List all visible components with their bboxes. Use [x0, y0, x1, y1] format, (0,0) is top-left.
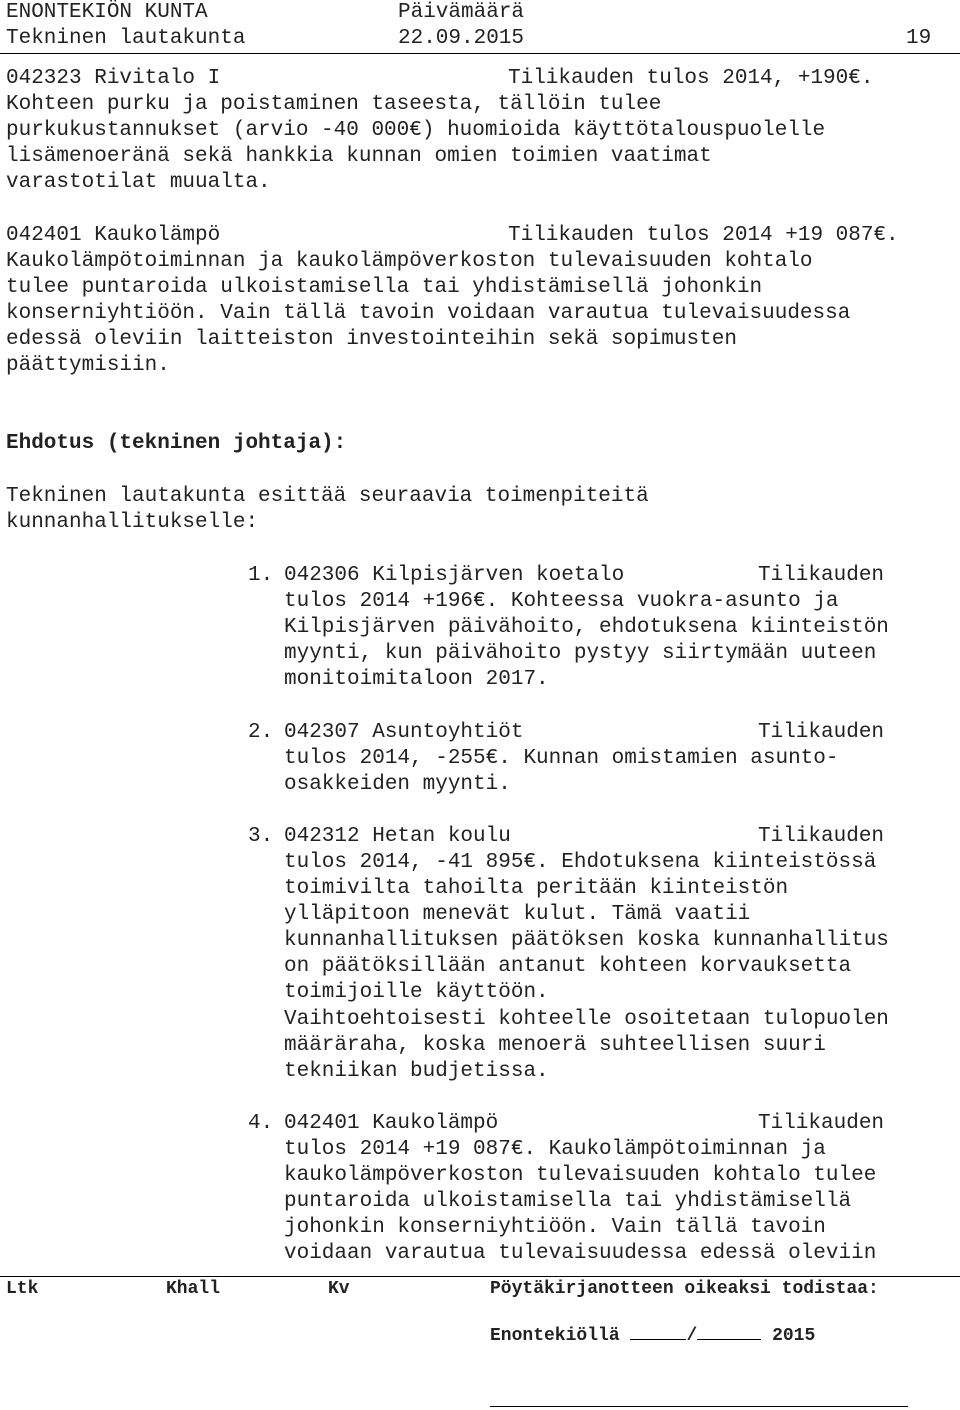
date-label: Päivämäärä [398, 1, 525, 24]
item-code: 042307 Asuntoyhtiöt [284, 721, 524, 744]
section1-text-line: varastotilat muualta. [6, 171, 271, 194]
item-text-line: monitoimitaloon 2017. [284, 668, 549, 691]
item-text-line: kunnanhallituksen päätöksen koska kunnanhallitus [284, 929, 889, 952]
item-text-line: on päätöksillään antanut kohteen korvauksetta [284, 955, 852, 978]
item-text-line: osakkeiden myynti. [284, 773, 511, 796]
item-text-line: ylläpitoon menevät kulut. Tämä vaatii [284, 903, 751, 926]
footer-ltk: Ltk [6, 1279, 39, 1299]
header-divider [0, 53, 960, 54]
item-code: 042401 Kaukolämpö [284, 1112, 499, 1135]
item-number: 3. [248, 825, 274, 848]
section1-text-line: Kohteen purku ja poistaminen taseesta, tällöin tulee [6, 93, 662, 116]
footer-khall: Khall [166, 1279, 221, 1299]
item-text-line: kaukolämpöverkoston tulevaisuuden kohtalo tulee [284, 1164, 877, 1187]
item-text-line: tekniikan budjetissa. [284, 1060, 549, 1083]
footer-year: 2015 [772, 1326, 816, 1346]
item-result-word: Tilikauden [758, 564, 885, 587]
date-slash: / [686, 1326, 698, 1346]
section2-code: 042401 Kaukolämpö [6, 224, 221, 247]
item-text-line: tulos 2014 +19 087€. Kaukolämpötoiminnan ja [284, 1138, 826, 1161]
section1-text-line: lisämenoeränä sekä hankkia kunnan omien toimien vaatimat [6, 145, 712, 168]
item-text-line: toimivilta tahoilta peritään kiinteistön [284, 877, 789, 900]
section2-text-line: päättymisiin. [6, 354, 170, 377]
item-result-word: Tilikauden [758, 1112, 885, 1135]
day-blank [630, 1321, 686, 1340]
section2-result: Tilikauden tulos 2014 +19 087€. [508, 224, 899, 247]
item-result-word: Tilikauden [758, 825, 885, 848]
item-text-line: toimijoille käyttöön. [284, 981, 549, 1004]
page-number: 19 [906, 27, 932, 50]
item-number: 1. [248, 564, 274, 587]
item-text-line: myynti, kun päivähoito pystyy siirtymään uuteen [284, 642, 877, 665]
item-number: 4. [248, 1112, 274, 1135]
footer-divider [0, 1276, 960, 1277]
committee-name: Tekninen lautakunta [6, 27, 246, 50]
item-text-line: johonkin konserniyhtiöön. Vain tällä tavoin [284, 1216, 826, 1239]
item-text-line: Vaihtoehtoisesti kohteelle osoitetaan tulopuolen [284, 1008, 889, 1031]
footer-kv: Kv [328, 1279, 350, 1299]
section2-text-line: edessä oleviin laitteiston investointeihin sekä sopimusten [6, 328, 737, 351]
item-text-line: määräraha, koska menoerä suhteellisen suuri [284, 1034, 826, 1057]
item-result-word: Tilikauden [758, 721, 885, 744]
section1-code: 042323 Rivitalo I [6, 67, 221, 90]
item-text-line: voidaan varautua tulevaisuudessa edessä oleviin [284, 1242, 877, 1265]
item-text-line: tulos 2014, -255€. Kunnan omistamien asunto- [284, 747, 839, 770]
section2-text-line: tulee puntaroida ulkoistamisella tai yhdistämisellä johonkin [6, 276, 763, 299]
section2-text-line: konserniyhtiöön. Vain tällä tavoin voidaan varautua tulevaisuudessa [6, 302, 851, 325]
footer-place: Enontekiöllä [490, 1326, 620, 1346]
proposal-intro: Tekninen lautakunta esittää seuraavia toimenpiteitä [6, 485, 649, 508]
item-text-line: puntaroida ulkoistamisella tai yhdistämisellä [284, 1190, 852, 1213]
item-text-line: Kilpisjärven päivähoito, ehdotuksena kiinteistön [284, 616, 889, 639]
meeting-date: 22.09.2015 [398, 27, 525, 50]
municipality-name: ENONTEKIÖN KUNTA [6, 1, 208, 24]
footer-date-line [490, 1321, 815, 1347]
month-blank [697, 1321, 761, 1340]
item-number: 2. [248, 721, 274, 744]
proposal-heading: Ehdotus (tekninen johtaja): [6, 432, 347, 455]
item-code: 042312 Hetan koulu [284, 825, 511, 848]
section1-text-line: purkukustannukset (arvio -40 000€) huomioida käyttötalouspuolelle [6, 119, 826, 142]
section1-result: Tilikauden tulos 2014, +190€. [508, 67, 874, 90]
item-text-line: tulos 2014 +196€. Kohteessa vuokra-asunto ja [284, 590, 839, 613]
item-text-line: tulos 2014, -41 895€. Ehdotuksena kiinteistössä [284, 851, 877, 874]
proposal-intro: kunnanhallitukselle: [6, 511, 259, 534]
signature-line [490, 1406, 908, 1407]
item-code: 042306 Kilpisjärven koetalo [284, 564, 625, 587]
section2-text-line: Kaukolämpötoiminnan ja kaukolämpöverkoston tulevaisuuden kohtalo [6, 250, 813, 273]
footer-certify: Pöytäkirjanotteen oikeaksi todistaa: [490, 1279, 879, 1299]
